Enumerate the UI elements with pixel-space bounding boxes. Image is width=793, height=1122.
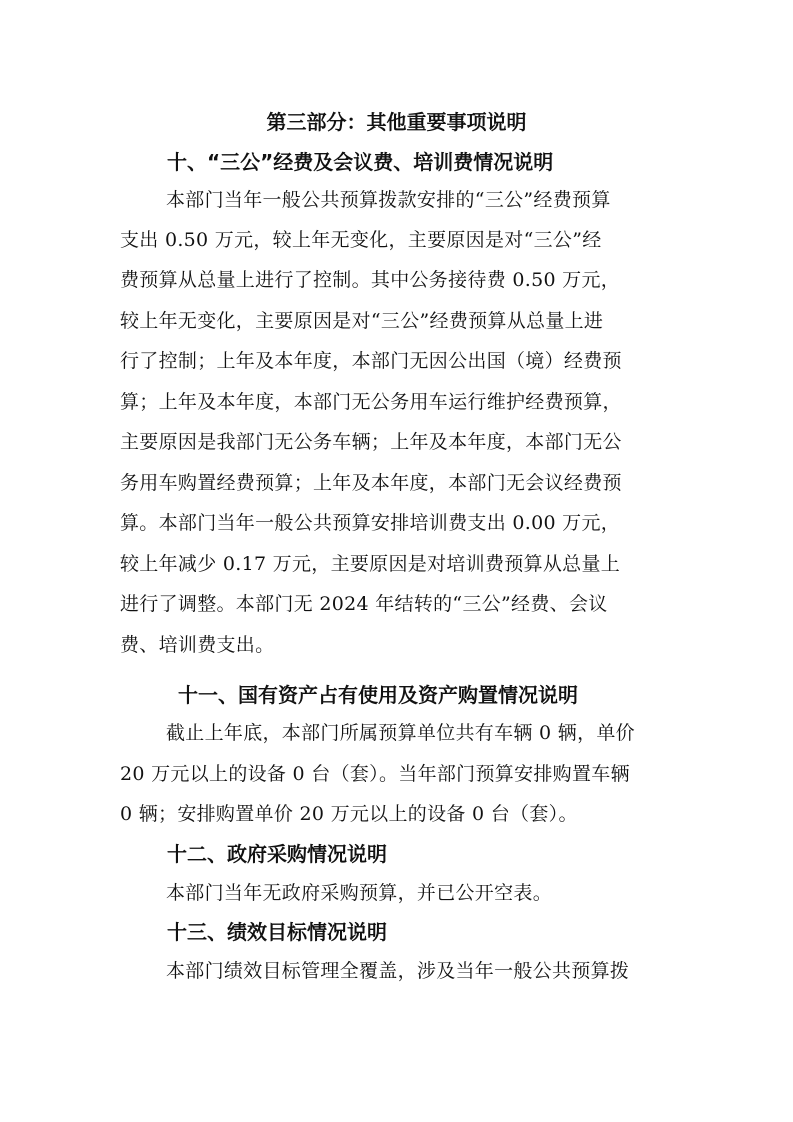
paragraph-line: 支出 0.50 万元，较上年无变化，主要原因是对“三公”经 bbox=[120, 229, 602, 251]
paragraph-line: 截止上年底，本部门所属预算单位共有车辆 0 辆，单价 bbox=[166, 722, 635, 744]
page-title: 第三部分：其他重要事项说明 bbox=[266, 110, 527, 134]
paragraph-line: 本部门当年无政府采购预算，并已公开空表。 bbox=[166, 882, 553, 904]
section-heading-11: 十一、国有资产占有使用及资产购置情况说明 bbox=[178, 683, 578, 707]
paragraph-line: 算；上年及本年度，本部门无公务用车运行维护经费预算， bbox=[120, 391, 622, 413]
section-heading-13: 十三、绩效目标情况说明 bbox=[167, 920, 387, 944]
paragraph-line: 较上年无变化，主要原因是对“三公”经费预算从总量上进 bbox=[120, 310, 604, 332]
paragraph-line: 算。本部门当年一般公共预算安排培训费支出 0.00 万元， bbox=[120, 512, 621, 534]
paragraph-line: 20 万元以上的设备 0 台（套）。当年部门预算安排购置车辆 bbox=[120, 763, 630, 785]
paragraph-line: 0 辆；安排购置单价 20 万元以上的设备 0 台（套）。 bbox=[120, 803, 578, 825]
paragraph-line: 主要原因是我部门无公务车辆；上年及本年度，本部门无公 bbox=[120, 431, 622, 453]
paragraph-line: 本部门绩效目标管理全覆盖，涉及当年一般公共预算拨 bbox=[166, 960, 630, 982]
paragraph-line: 费预算从总量上进行了控制。其中公务接待费 0.50 万元， bbox=[120, 269, 621, 291]
paragraph-line: 费、培训费支出。 bbox=[120, 634, 275, 656]
paragraph-line: 务用车购置经费预算；上年及本年度，本部门无会议经费预 bbox=[120, 472, 622, 494]
paragraph-line: 行了控制；上年及本年度，本部门无因公出国（境）经费预 bbox=[120, 350, 622, 372]
section-heading-10: 十、“三公”经费及会议费、培训费情况说明 bbox=[167, 150, 554, 174]
paragraph-line: 较上年减少 0.17 万元，主要原因是对培训费预算从总量上 bbox=[120, 553, 621, 575]
paragraph-line: 本部门当年一般公共预算拨款安排的“三公”经费预算 bbox=[166, 189, 611, 211]
section-heading-12: 十二、政府采购情况说明 bbox=[167, 842, 387, 866]
paragraph-line: 进行了调整。本部门无 2024 年结转的“三公”经费、会议 bbox=[120, 593, 608, 615]
